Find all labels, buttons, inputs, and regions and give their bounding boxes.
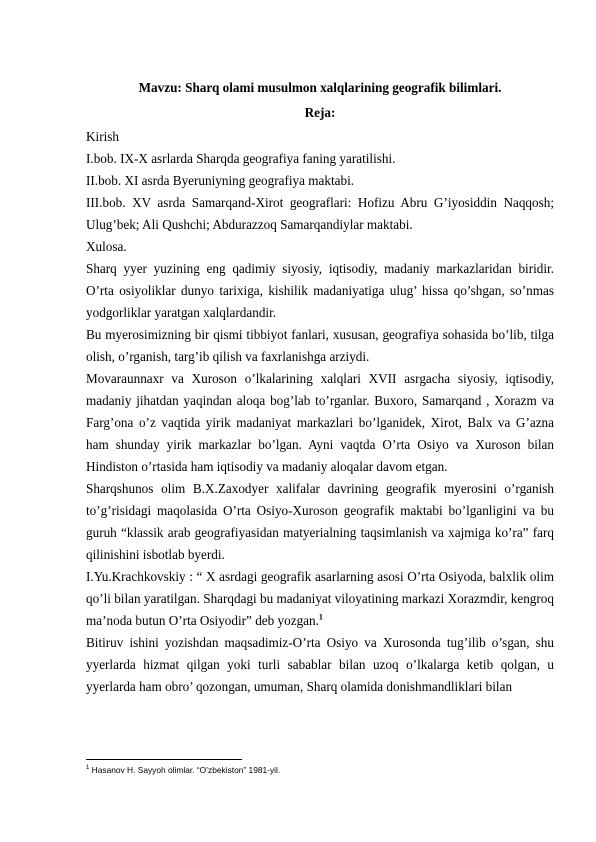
- paragraph: Bu myerosimizning bir qismi tibbiyot fanlari, xususan, geografiya sohasida bo’lib, tilga olish, o’rganish, targ’ib qilish va faxrlanishga arziydi.: [86, 327, 554, 364]
- footnote-marker: 1: [86, 765, 90, 772]
- document-body: [86, 126, 554, 698]
- outline-item-chapter-3: III.bob. XV asrda Samarqand-Xirot geograflari: Hofizu Abru G’iyosiddin Naqqosh; Ulug’bek; Ali Qushchi; Abdurazzoq Samarqandiylar maktabi.: [86, 195, 554, 232]
- paragraph-with-footnote: [86, 566, 554, 632]
- footnote-reference[interactable]: 1: [318, 612, 323, 622]
- paragraph-text: I.Yu.Krachkovskiy : “ X asrdagi geografik asarlarning asosi O’rta Osiyoda, balxlik olim qo’li bilan yaratilgan. Sharqdagi bu madaniyat viloyatining markazi Xorazmdir, kengroq ma’noda butun O’rta Osiyodir” deb yozgan.: [86, 569, 554, 628]
- outline-heading: Reja:: [304, 105, 336, 120]
- outline-item-chapter-1: I.bob. IX-X asrlarda Sharqda geografiya faning yaratilishi.: [86, 151, 396, 166]
- footnote: [86, 765, 554, 776]
- paragraph: Sharq yyer yuzining eng qadimiy siyosiy, iqtisodiy, madaniy markazlaridan biridir. O’rta osiyoliklar dunyo tarixiga, kishilik madaniyatiga ulug’ hissa qo’shgan, so’nmas yodgorliklar yaratgan xalqlardandir.: [86, 261, 554, 320]
- footnote-text: Hasanov H. Sayyoh olimlar. “O’zbekiston” 1981-yil.: [91, 765, 281, 775]
- paragraph: Sharqshunos olim B.X.Zaxodyer xalifalar davrining geografik myerosini o’rganish to’g’risidagi maqolasida O’rta Osiyo-Xuroson geografik maktabi bo’lganligini va bu guruh “klassik arab geografiyasidan matyerialning taqsimlanish va xajmiga ko’ra” farq qilinishini isbotlab byerdi.: [86, 481, 554, 562]
- outline-item-intro: Kirish: [86, 129, 119, 144]
- paragraph: Movaraunnaxr va Xuroson o’lkalarining xalqlari XVII asrgacha siyosiy, iqtisodiy, madaniy jihatdan yaqindan aloqa bog’lab to’rganlar. Buxoro, Samarqand , Xorazm va Farg’ona o’z vaqtida yirik madaniyat markazlari bo’lganidek, Xirot, Balx va G’azna ham shunday yirik markazlar bo’lgan. Ayni vaqtda O’rta Osiyo va Xuroson bilan Hindiston o’rtasida ham iqtisodiy va madaniy aloqalar davom etgan.: [86, 371, 554, 474]
- outline-item-conclusion: Xulosa.: [86, 239, 127, 254]
- paragraph: Bitiruv ishini yozishdan maqsadimiz-O’rta Osiyo va Xurosonda tug’ilib o’sgan, shu yyerlarda hizmat qilgan yoki turli sabablar bilan uzoq o’lkalarga ketib qolgan, u yyerlarda ham obro’ qozongan, umuman, Sharq olamida donishmandliklari bilan: [86, 635, 554, 694]
- document-title: Mavzu: Sharq olami musulmon xalqlarining geografik bilimlari.: [138, 80, 502, 95]
- footnote-divider: [86, 759, 242, 760]
- outline-item-chapter-2: II.bob. XI asrda Byeruniyning geografiya maktabi.: [86, 173, 355, 188]
